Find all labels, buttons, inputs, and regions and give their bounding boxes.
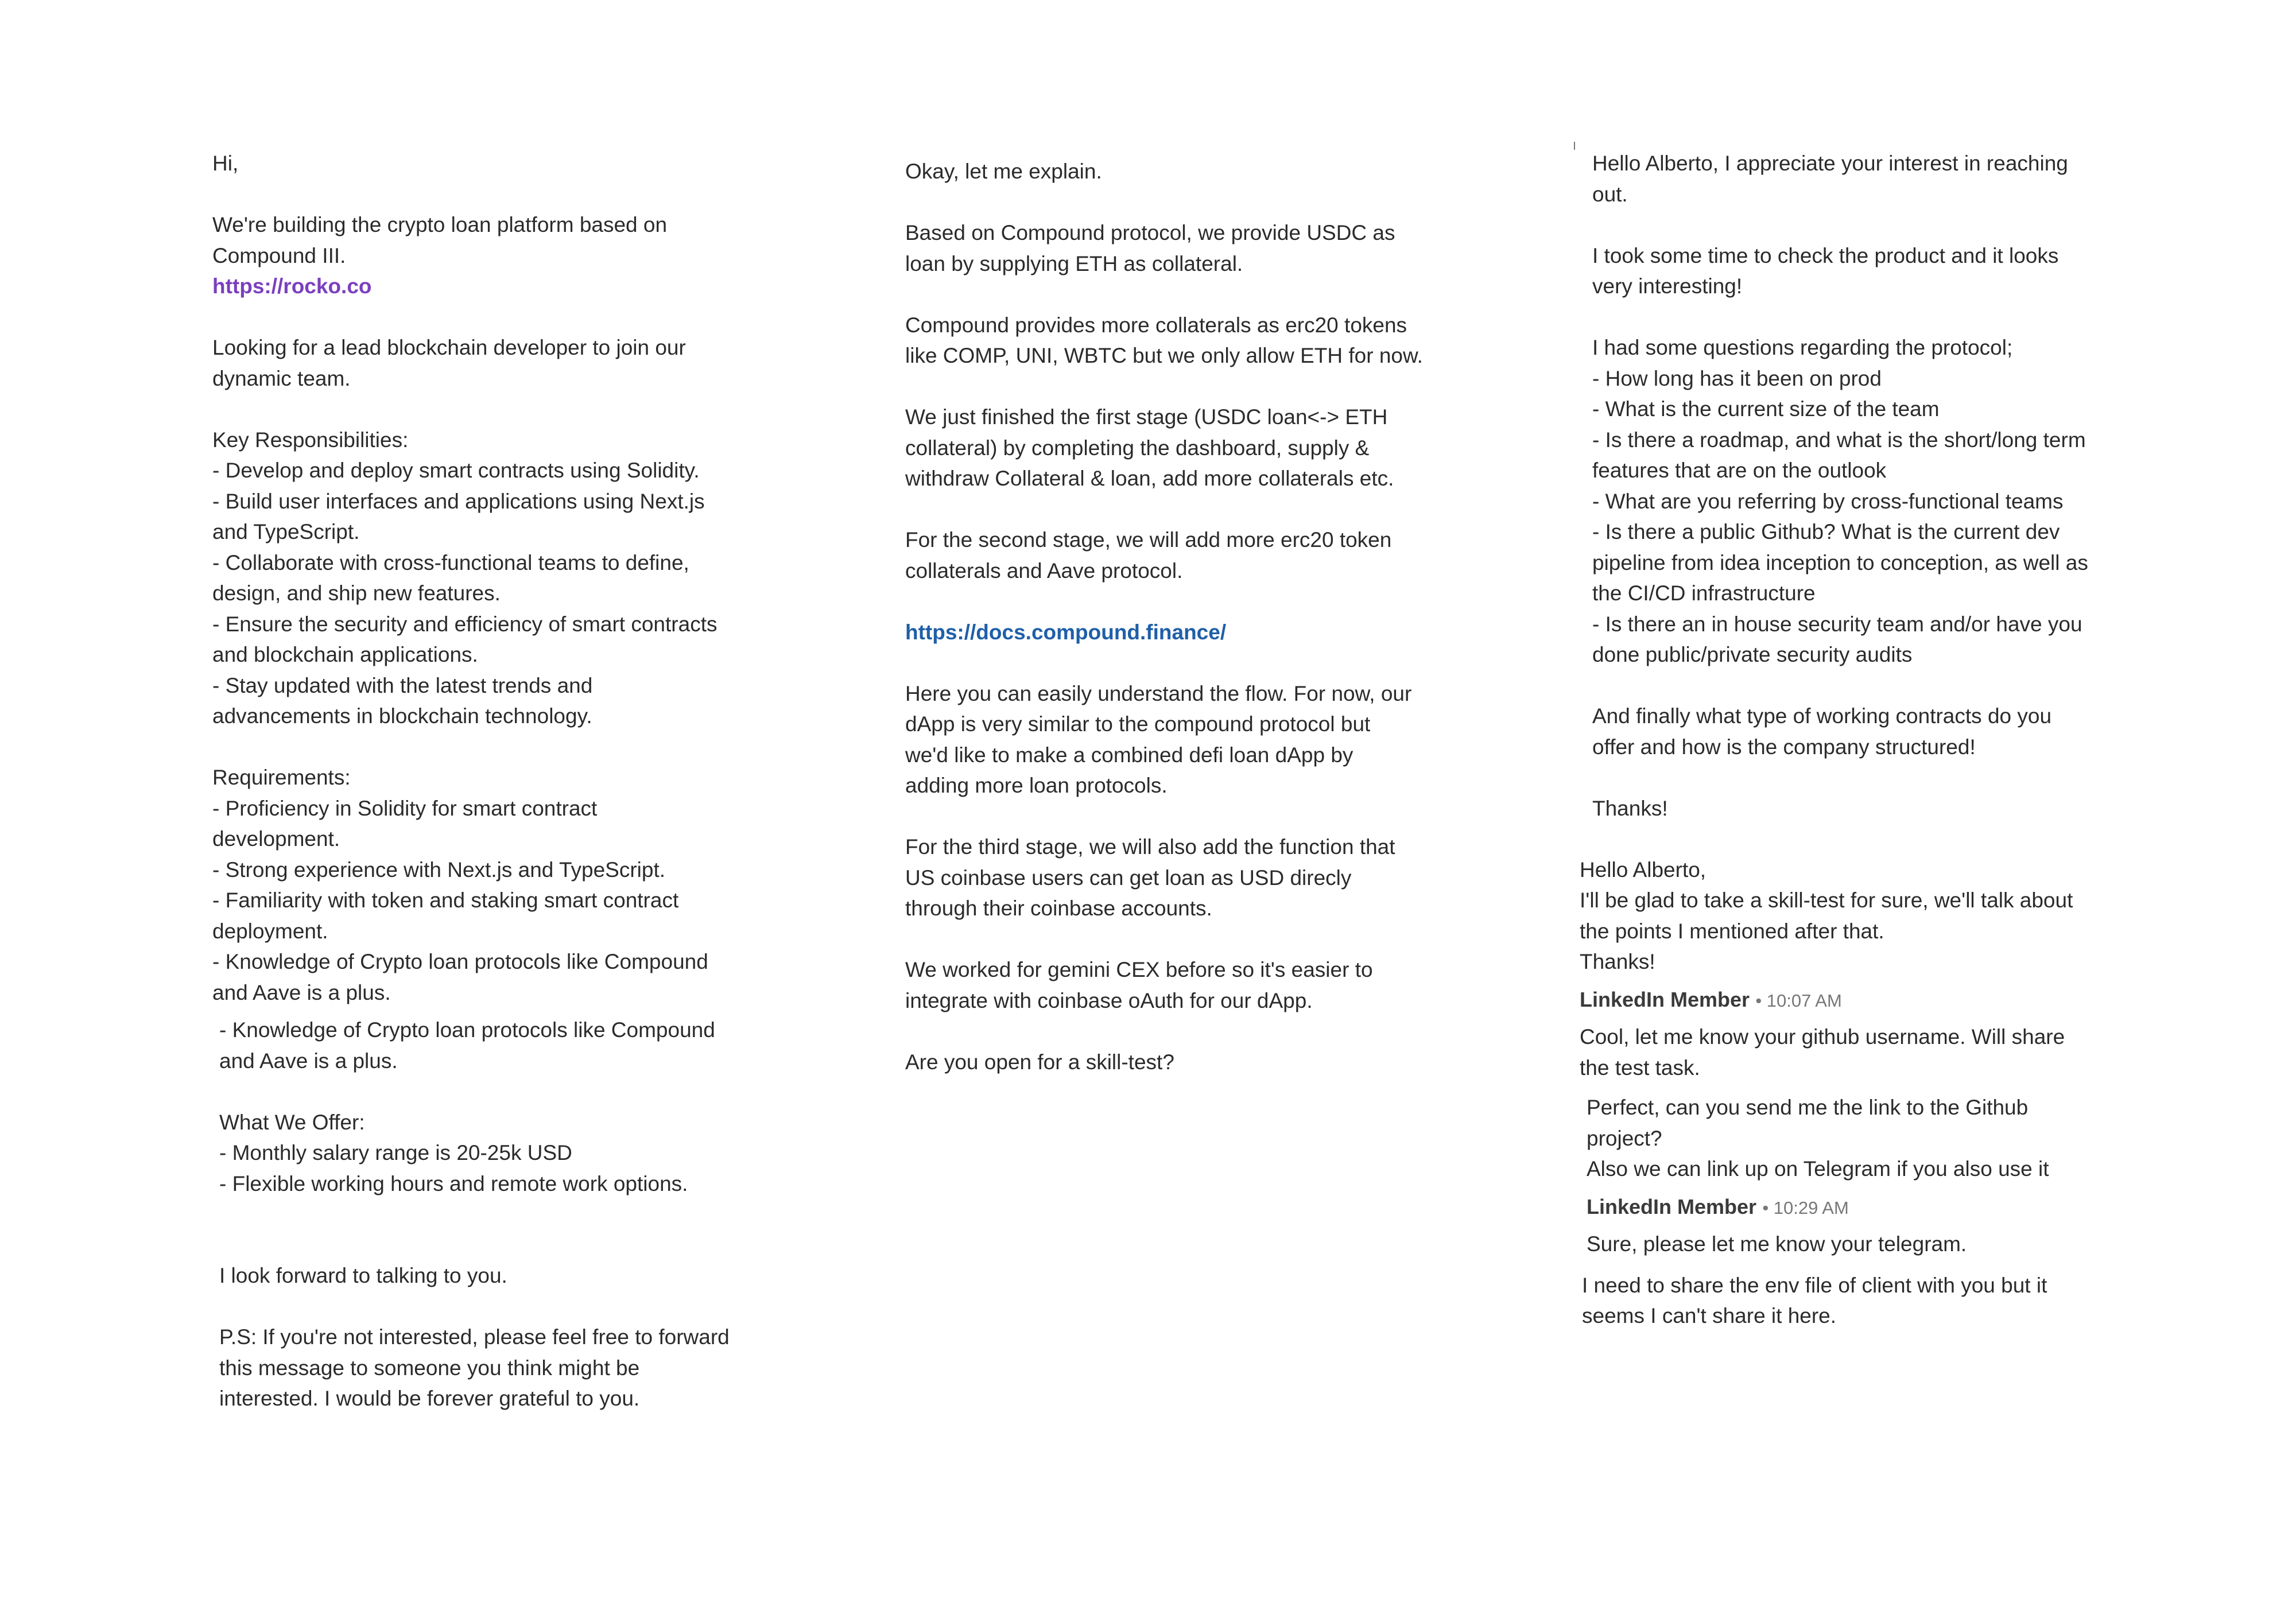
requirement-line: and Aave is a plus. (219, 1049, 398, 1073)
requirements-title: Requirements: (212, 766, 351, 789)
looking-line: dynamic team. (212, 366, 351, 390)
candidate-reply (1580, 1092, 2119, 1260)
reply-line: Hello Alberto, (1580, 857, 1707, 882)
reply-line: Thanks! (1580, 950, 1655, 973)
offer-line: - Flexible working hours and remote work options. (219, 1171, 688, 1195)
message-recruiter-explanation (905, 156, 1456, 1077)
responsibility-line: - Collaborate with cross-functional teams to define, (212, 550, 689, 575)
paragraph-line: out. (1592, 182, 1628, 206)
paragraph-line: We just finished the first stage (USDC loan<-> ETH (905, 405, 1388, 429)
offer-title: What We Offer: (219, 1110, 365, 1134)
paragraph-line: offer and how is the company structured! (1592, 735, 1976, 759)
sender-name[interactable]: LinkedIn Member (1580, 987, 1750, 1011)
sender-name[interactable]: LinkedIn Member (1587, 1194, 1757, 1218)
paragraph-line: And finally what type of working contracts do you (1592, 704, 2052, 728)
message-recruiter-intro (212, 148, 763, 1414)
cursor-tick (1574, 142, 1575, 150)
paragraph-line: we'd like to make a combined defi loan dApp by (905, 743, 1353, 767)
paragraph-line: I took some time to check the product and it looks (1592, 243, 2059, 267)
ps-line: interested. I would be forever grateful to you. (219, 1387, 640, 1410)
responsibility-line: and TypeScript. (212, 520, 360, 544)
paragraph-line: For the second stage, we will add more erc20 token (905, 528, 1392, 552)
paragraph-line: loan by supplying ETH as collateral. (905, 251, 1243, 275)
responsibility-line: - Ensure the security and efficiency of smart contracts (212, 612, 718, 636)
ps-line: P.S: If you're not interested, please feel free to forward (219, 1325, 730, 1349)
member-message-line: I need to share the env file of client with you but it (1582, 1273, 2047, 1297)
reply-line: Perfect, can you send me the link to the Github (1587, 1096, 2029, 1119)
paragraph-line: dApp is very similar to the compound protocol but (905, 712, 1371, 736)
responsibility-line: and blockchain applications. (212, 643, 478, 666)
question-line: - What is the current size of the team (1592, 397, 1940, 421)
sender-header (1587, 1191, 2119, 1224)
question-line: features that are on the outlook (1592, 459, 1887, 482)
question-line: - Is there a public Github? What is the current dev (1592, 520, 2060, 544)
message-timestamp: • 10:29 AM (1762, 1197, 1849, 1218)
question-line: I had some questions regarding the protocol; (1592, 336, 2013, 359)
message-timestamp: • 10:07 AM (1755, 990, 1842, 1011)
sender-header (1580, 984, 2119, 1016)
responsibilities-title: Key Responsibilities: (212, 428, 409, 452)
requirement-line: - Knowledge of Crypto loan protocols like Compound (219, 1018, 715, 1042)
requirement-line: - Strong experience with Next.js and TypeScript. (212, 857, 666, 882)
looking-line: Looking for a lead blockchain developer to join our (212, 336, 686, 359)
responsibility-line: - Build user interfaces and applications using Next.js (212, 489, 705, 513)
requirement-line: - Proficiency in Solidity for smart contract (212, 796, 598, 820)
member-message-line: Cool, let me know your github username. Will share (1580, 1025, 2065, 1049)
reply-line: I'll be glad to take a skill-test for sure, we'll talk about (1580, 888, 2073, 912)
offer-line: - Monthly salary range is 20-25k USD (219, 1141, 572, 1165)
question-line: - Is there an in house security team and/or have you (1592, 612, 2082, 636)
responsibility-line: advancements in blockchain technology. (212, 704, 592, 728)
paragraph-line: Here you can easily understand the flow. For now, our (905, 681, 1412, 705)
requirement-line: - Familiarity with token and staking smart contract (212, 888, 679, 912)
paragraph-line: Hello Alberto, I appreciate your interest in reaching (1592, 152, 2068, 175)
greeting: Hi, (212, 152, 239, 175)
paragraph-line: collateral) by completing the dashboard, supply & (905, 436, 1370, 460)
responsibility-line: design, and ship new features. (212, 581, 501, 605)
duplicated-requirement (212, 1015, 763, 1414)
paragraph-line: We worked for gemini CEX before so it's easier to (905, 958, 1373, 981)
paragraph-line: very interesting! (1592, 274, 1743, 298)
paragraph-line: through their coinbase accounts. (905, 896, 1212, 920)
paragraph-line: Based on Compound protocol, we provide USDC as (905, 221, 1395, 244)
member-message-line: Sure, please let me know your telegram. (1587, 1232, 1967, 1256)
requirement-line: and Aave is a plus. (212, 980, 391, 1004)
responsibility-line: - Stay updated with the latest trends and (212, 673, 593, 697)
message-conversation (1580, 148, 2119, 1332)
question-line: pipeline from idea inception to conception, as well as (1592, 550, 2088, 575)
compound-docs-link[interactable]: https://docs.compound.finance/ (905, 620, 1227, 644)
question-line: - Is there a roadmap, and what is the short/long term (1592, 428, 2086, 452)
requirement-line: deployment. (212, 919, 328, 943)
paragraph-line: withdraw Collateral & loan, add more collaterals etc. (905, 467, 1394, 490)
opening-line: Okay, let me explain. (905, 160, 1102, 183)
paragraph-line: adding more loan protocols. (905, 774, 1168, 797)
question-line: done public/private security audits (1592, 643, 1913, 666)
paragraph-line: collaterals and Aave protocol. (905, 558, 1183, 583)
requirement-line: - Knowledge of Crypto loan protocols like Compound (212, 950, 708, 973)
candidate-reply-questions (1580, 148, 2119, 824)
paragraph-line: Compound provides more collaterals as erc20 tokens (905, 313, 1407, 337)
rocko-link[interactable]: https://rocko.co (212, 274, 372, 298)
intro-line: Compound III. (212, 243, 346, 267)
member-message-line: seems I can't share it here. (1582, 1304, 1837, 1327)
requirement-line: development. (212, 827, 340, 851)
member-message-line: the test task. (1580, 1055, 1700, 1080)
closing-line: I look forward to talking to you. (219, 1264, 507, 1287)
question-line: - What are you referring by cross-functional teams (1592, 489, 2064, 513)
responsibility-line: - Develop and deploy smart contracts using Solidity. (212, 459, 700, 482)
paragraph-line: For the third stage, we will also add the function that (905, 835, 1395, 859)
paragraph-line: like COMP, UNI, WBTC but we only allow ETH for now. (905, 344, 1423, 367)
question-line: - How long has it been on prod (1592, 366, 1882, 390)
reply-line: Also we can link up on Telegram if you also use it (1587, 1157, 2049, 1181)
reply-line: project? (1587, 1126, 1662, 1150)
skill-test-question: Are you open for a skill-test? (905, 1050, 1174, 1074)
reply-line: the points I mentioned after that. (1580, 919, 1884, 943)
paragraph-line: integrate with coinbase oAuth for our dApp. (905, 988, 1313, 1012)
thanks-line: Thanks! (1592, 796, 1668, 820)
paragraph-line: US coinbase users can get loan as USD direcly (905, 865, 1352, 890)
question-line: the CI/CD infrastructure (1592, 581, 1816, 605)
ps-line: this message to someone you think might be (219, 1356, 640, 1380)
intro-line: We're building the crypto loan platform based on (212, 213, 668, 236)
